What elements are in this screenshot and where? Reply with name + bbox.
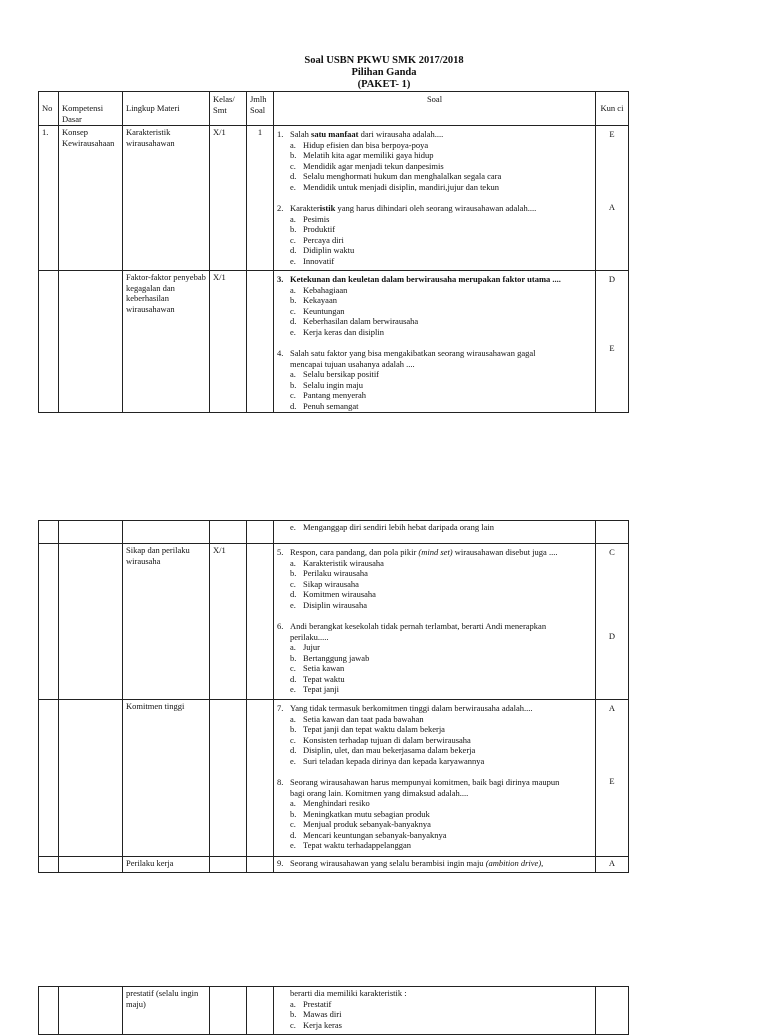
option-item: a. Jujur (290, 642, 320, 652)
option-item: b. Bertanggung jawab (290, 652, 370, 663)
col-header-kunci: Kun ci (596, 92, 629, 126)
question-table-2 (38, 520, 629, 873)
question-3: 3. Ketekunan dan keuletan dalam berwirausaha merupakan faktor utama .... (277, 274, 561, 284)
col-header-no: No (39, 92, 59, 126)
question-cell (274, 857, 596, 873)
col-header-kd: Kompetensi Dasar (59, 92, 123, 126)
answer-key: A (608, 201, 616, 212)
answer-key: A (596, 857, 629, 873)
option-item: b. Mawas diri (290, 1009, 342, 1019)
option-item: e. Disiplin wirausaha (290, 599, 367, 610)
option-item: a. Setia kawan dan taat pada bawahan (290, 713, 424, 724)
option-item: c. Setia kawan (290, 663, 345, 673)
answer-key-cell (596, 126, 629, 271)
question-table-1 (38, 91, 629, 413)
question-cell (274, 126, 596, 271)
col-header-lm: Lingkup Materi (123, 92, 210, 126)
option-item: a. Menghindari resiko (290, 798, 370, 808)
answer-key-cell (596, 271, 629, 413)
row-jumlah: 1 (247, 126, 274, 271)
question-cell (274, 521, 596, 544)
col-header-kelas: Kelas/ Smt (210, 92, 247, 126)
option-item: c. Percaya diri (290, 234, 344, 245)
option-item: e. Kerja keras dan disiplin (290, 326, 384, 337)
row-kelas: X/1 (210, 544, 247, 700)
question-cell: 5. Respon, cara pandang, dan pola pikir (mind set) wirausahawan disebut juga .... a. Karakteristik wirausaha b. Perilaku wirausaha c. Sikap wirausaha d. Komitmen wirausaha e. Disiplin wirausaha 6. Andi berangkat kesekolah tidak pernah terlambat, berarti Andi menerapkan perilaku..... a. Jujur b. Bertanggung jawab c. Setia kawan d. Tepat waktu e. Tepat janji (274, 544, 596, 700)
row-lingkup: prestatif (selalu ingin maju) (123, 987, 210, 1035)
option-item: b. Kekayaan (290, 295, 337, 305)
question-1: 1. Salah satu manfaat dari wirausaha adalah.... (277, 129, 444, 139)
table-row (39, 271, 629, 413)
option-item: a. Hidup efisien dan bisa berpoya-poya (290, 139, 429, 150)
option-item: e. Tepat waktu terhadappelanggan (290, 840, 411, 850)
option-list (290, 369, 592, 411)
option-item: a. Prestatif (290, 998, 332, 1009)
option-item: e. Tepat janji (290, 684, 339, 694)
table-header-row (39, 92, 629, 126)
option-item: c. Kerja keras (290, 1019, 342, 1030)
row-kelas: X/1 (210, 126, 247, 271)
option-item: c. Keuntungan (290, 305, 345, 316)
question-cell: 3. Ketekunan dan keuletan dalam berwirausaha merupakan faktor utama .... a. Kebahagiaan b. Kekayaan c. Keuntungan d. Keberhasilan dalam berwirausaha e. Kerja keras dan disiplin 4. Salah satu faktor yang bisa mengakibatkan seorang wirausahawan gagal mencapai tujuan usahanya adalah .... a. Selalu bersikap positif b. Selalu ingin maju c. Pantang menyerah d. Penuh semangat (274, 271, 596, 413)
row-lingkup: Faktor-faktor penyebab kegagalan dan keberhasilan wirausahawan (123, 271, 210, 413)
answer-key: A (608, 703, 616, 713)
option-list (290, 558, 592, 611)
option-item: d. Disiplin, ulet, dan mau bekerjasama dalam bekerja (290, 745, 476, 755)
option-item: d. Tepat waktu (290, 673, 345, 684)
option-item: e. Innovatif (290, 255, 335, 266)
row-lingkup: Perilaku kerja (123, 857, 210, 873)
table-row (39, 521, 629, 544)
option-item: c. Sikap wirausaha (290, 578, 359, 589)
option-list (290, 714, 592, 767)
option-item: a. Karakteristik wirausaha (290, 557, 384, 568)
option-item: b. Selalu ingin maju (290, 379, 363, 390)
table-row (39, 700, 629, 857)
option-item: c. Menjual produk sebanyak-banyaknya (290, 819, 431, 829)
option-list (290, 140, 592, 193)
table-row (39, 857, 629, 873)
question-2: 2. Karakteristik yang harus dihindari oleh seorang wirausahawan adalah.... (277, 203, 537, 213)
row-kelas: X/1 (210, 271, 247, 413)
row-kompetensi: Konsep Kewirausahaan (59, 126, 123, 271)
answer-key: C (609, 547, 615, 557)
option-item: d. Didiplin waktu (290, 245, 355, 255)
option-list (290, 642, 592, 695)
option-list (290, 285, 592, 338)
option-item: d. Keberhasilan dalam berwirausaha (290, 316, 419, 326)
question-table-3 (38, 986, 629, 1035)
question-cell: 7. Yang tidak termasuk berkomitmen tinggi dalam berwirausaha adalah.... a. Setia kawan dan taat pada bawahan b. Tepat janji dan tepat waktu dalam bekerja c. Konsisten terhadap tujuan di dalam berwirausaha d. Disiplin, ulet, dan mau bekerjasama dalam bekerja e. Suri teladan kepada dirinya dan kepada karyawannya 8. Seorang wirausahawan harus mempunyai komitmen, baik bagi dirinya maupun bagi orang lain. Komitmen yang dimaksud adalah.... a. Menghindari resiko b. Meningkatkan mutu sebagian produk c. Menjual produk sebanyak-banyaknya d. Mencari keuntungan sebanyak-banyaknya e. Tepat waktu terhadappelanggan (274, 700, 596, 857)
option-item: d. Mencari keuntungan sebanyak-banyaknya (290, 829, 447, 840)
col-header-soal: Soal (274, 92, 596, 126)
option-item: c. Konsisten terhadap tujuan di dalam berwirausaha (290, 734, 471, 745)
option-list (290, 522, 592, 533)
option-item: a. Selalu bersikap positif (290, 369, 380, 379)
option-item: b. Meningkatkan mutu sebagian produk (290, 808, 430, 819)
answer-key: E (609, 775, 615, 786)
option-list (290, 214, 592, 267)
answer-key: E (609, 342, 615, 353)
option-item: b. Melatih kita agar memiliki gaya hidup (290, 150, 434, 160)
answer-key: E (609, 129, 615, 139)
row-lingkup: Karakteristik wirausahawan (123, 126, 210, 271)
option-item: c. Mendidik agar menjadi tekun danpesimis (290, 160, 444, 171)
option-item: a. Kebahagiaan (290, 284, 348, 295)
answer-key-cell (596, 700, 629, 857)
document-header (0, 55, 768, 91)
row-no: 1. (39, 126, 59, 271)
question-9: 9. Seorang wirausahawan yang selalu berambisi ingin maju (ambition drive), (277, 858, 544, 868)
answer-key: D (608, 630, 616, 641)
option-list (290, 798, 592, 851)
option-item: c. Pantang menyerah (290, 390, 367, 400)
question-6: 6. Andi berangkat kesekolah tidak pernah terlambat, berarti Andi menerapkan (277, 621, 547, 631)
table-row (39, 126, 629, 271)
document-title: Soal USBN PKWU SMK 2017/2018 (304, 55, 464, 66)
option-item: b. Perilaku wirausaha (290, 568, 368, 578)
option-list (290, 999, 592, 1031)
question-5: 5. Respon, cara pandang, dan pola pikir (mind set) wirausahawan disebut juga .... (277, 547, 558, 557)
row-lingkup: Komitmen tinggi (123, 700, 210, 857)
answer-key: D (608, 274, 616, 284)
option-item: a. Pesimis (290, 213, 330, 224)
row-lingkup: Sikap dan perilaku wirausaha (123, 544, 210, 700)
question-7: 7. Yang tidak termasuk berkomitmen tinggi dalam berwirausaha adalah.... (277, 703, 533, 713)
question-8: 8. Seorang wirausahawan harus mempunyai komitmen, baik bagi dirinya maupun (277, 777, 560, 787)
option-item: e. Menganggap diri sendiri lebih hebat daripada orang lain (290, 522, 494, 532)
document-paket: (PAKET- 1) (357, 79, 411, 90)
question-4: 4. Salah satu faktor yang bisa mengakibatkan seorang wirausahawan gagal (277, 348, 536, 358)
option-item: d. Penuh semangat (290, 400, 359, 411)
table-row (39, 987, 629, 1035)
answer-key-cell (596, 544, 629, 700)
option-item: d. Komitmen wirausaha (290, 589, 376, 599)
option-item: e. Mendidik untuk menjadi disiplin, mandiri,jujur dan tekun (290, 181, 499, 192)
col-header-jumlah: Jmlh Soal (247, 92, 274, 126)
option-item: b. Tepat janji dan tepat waktu dalam bekerja (290, 724, 445, 734)
option-item: e. Suri teladan kepada dirinya dan kepada karyawannya (290, 755, 485, 766)
question-cell: berarti dia memiliki karakteristik : a. Prestatif b. Mawas diri c. Kerja keras (274, 987, 596, 1035)
document-subtitle: Pilihan Ganda (351, 67, 417, 78)
option-item: b. Produktif (290, 224, 336, 234)
option-item: d. Selalu menghormati hukum dan menghalalkan segala cara (290, 171, 502, 181)
table-row (39, 544, 629, 700)
